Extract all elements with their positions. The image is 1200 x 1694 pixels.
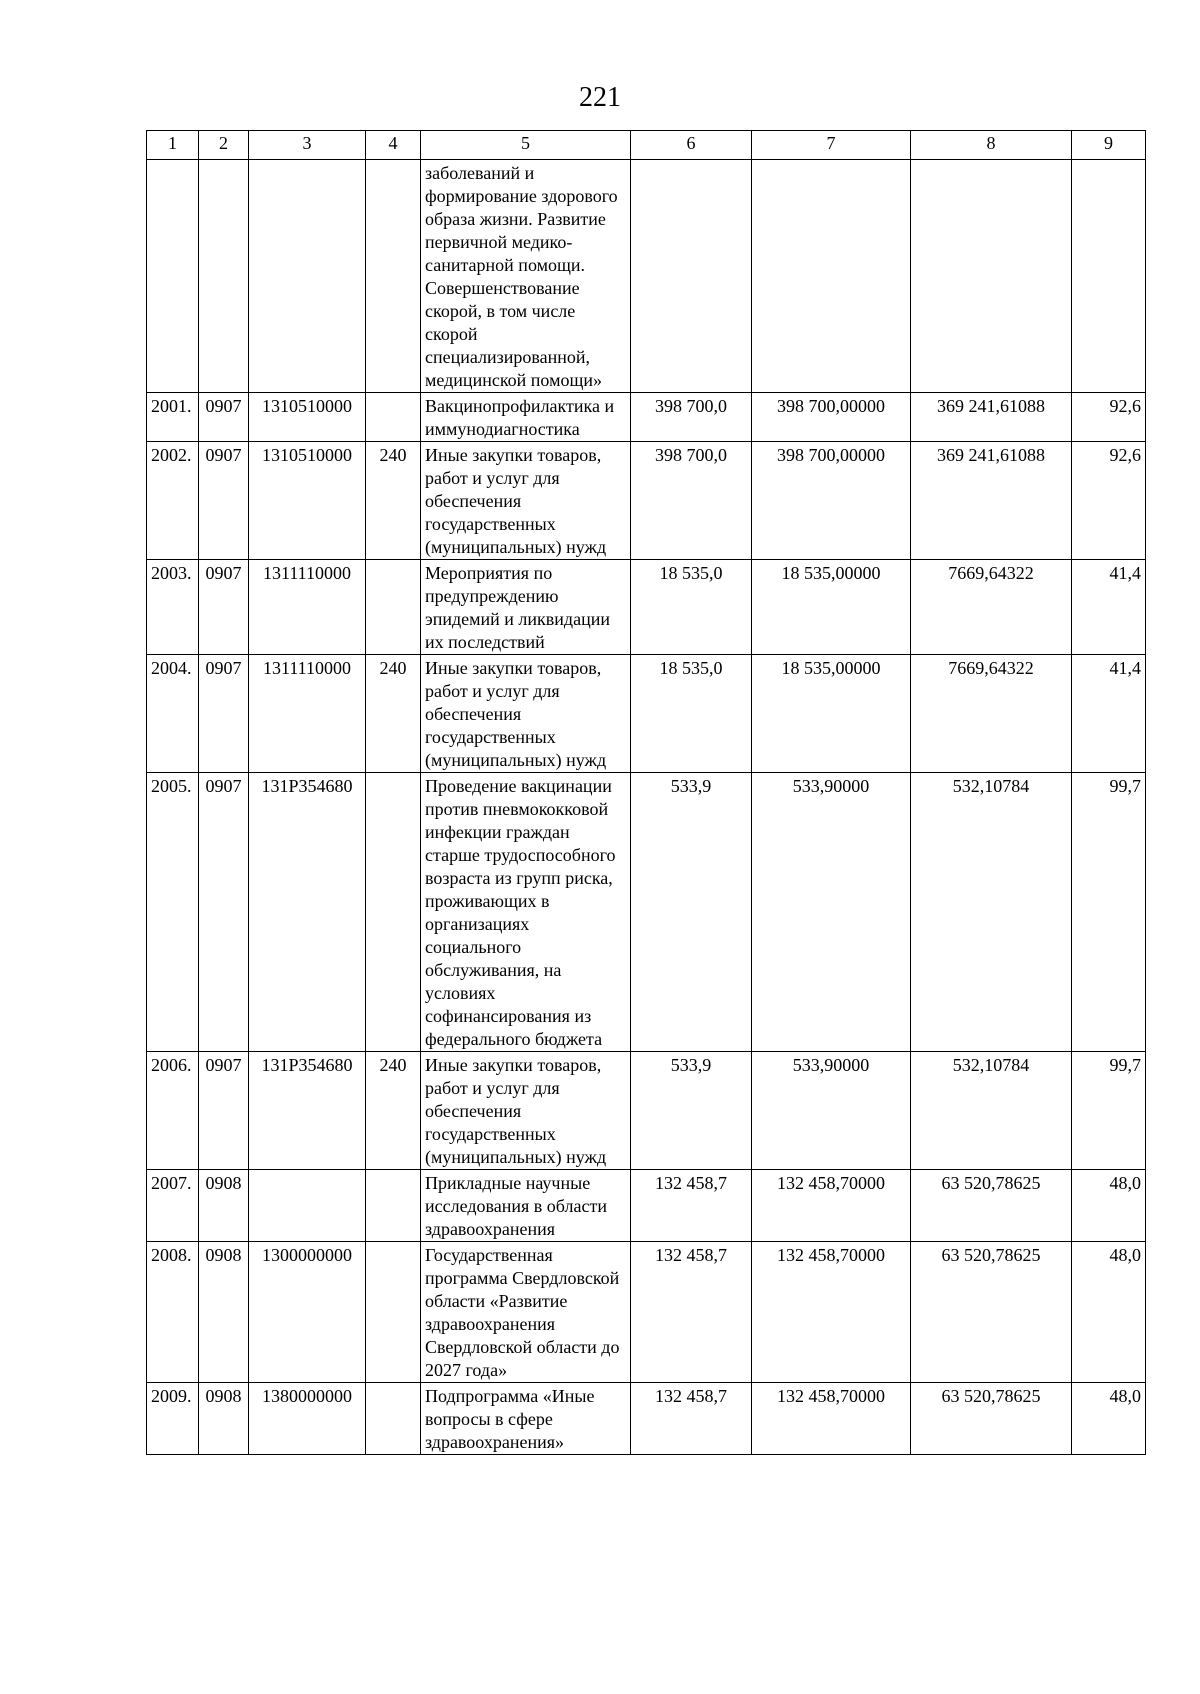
expense-type-cell: [366, 393, 421, 442]
section-code-cell: 0907: [199, 560, 249, 655]
budget-execution-table: [146, 130, 1146, 1455]
execution-percent-cell: 48,0: [1072, 1170, 1146, 1242]
target-article-cell: [249, 160, 366, 393]
table-header-row: [147, 131, 1146, 160]
expense-type-cell: 240: [366, 655, 421, 773]
target-article-cell: [249, 1170, 366, 1242]
row-number-cell: [147, 160, 199, 393]
item-name-cell: Подпрограмма «Иные вопросы в сфере здравоохранения»: [421, 1383, 631, 1455]
section-code-cell: 0907: [199, 655, 249, 773]
item-name-cell: Вакцинопрофилактика и иммунодиагностика: [421, 393, 631, 442]
expense-type-cell: [366, 160, 421, 393]
refined-amount-cell: 18 535,00000: [752, 560, 911, 655]
row-number-cell: 2003.: [147, 560, 199, 655]
target-article-cell: 1311110000: [249, 560, 366, 655]
planned-amount-cell: 533,9: [631, 773, 752, 1052]
item-name-cell: заболеваний и формирование здорового образа жизни. Развитие первичной медико-санитарной помощи. Совершенствование скорой, в том числе скорой специализированной, медицинской помощи»: [421, 160, 631, 393]
executed-amount-cell: 7669,64322: [911, 560, 1072, 655]
expense-type-cell: [366, 560, 421, 655]
refined-amount-cell: 18 535,00000: [752, 655, 911, 773]
planned-amount-cell: 398 700,0: [631, 393, 752, 442]
target-article-cell: 1310510000: [249, 393, 366, 442]
item-name-cell: Государственная программа Свердловской области «Развитие здравоохранения Свердловской области до 2027 года»: [421, 1242, 631, 1383]
row-number-cell: 2002.: [147, 442, 199, 560]
execution-percent-cell: 92,6: [1072, 393, 1146, 442]
expense-type-cell: 240: [366, 1052, 421, 1170]
table-row: [147, 1052, 1146, 1170]
header-col-3: 3: [249, 131, 366, 160]
refined-amount-cell: 132 458,70000: [752, 1242, 911, 1383]
header-col-4: 4: [366, 131, 421, 160]
row-number-cell: 2001.: [147, 393, 199, 442]
header-col-6: 6: [631, 131, 752, 160]
expense-type-cell: 240: [366, 442, 421, 560]
refined-amount-cell: 533,90000: [752, 773, 911, 1052]
execution-percent-cell: [1072, 160, 1146, 393]
execution-percent-cell: 99,7: [1072, 1052, 1146, 1170]
section-code-cell: [199, 160, 249, 393]
expense-type-cell: [366, 1170, 421, 1242]
header-col-1: 1: [147, 131, 199, 160]
item-name-cell: Иные закупки товаров, работ и услуг для обеспечения государственных (муниципальных) нужд: [421, 442, 631, 560]
header-col-7: 7: [752, 131, 911, 160]
refined-amount-cell: 533,90000: [752, 1052, 911, 1170]
execution-percent-cell: 92,6: [1072, 442, 1146, 560]
refined-amount-cell: 132 458,70000: [752, 1170, 911, 1242]
table-row: [147, 560, 1146, 655]
expense-type-cell: [366, 1242, 421, 1383]
target-article-cell: 131Р354680: [249, 1052, 366, 1170]
table-row: [147, 393, 1146, 442]
execution-percent-cell: 48,0: [1072, 1383, 1146, 1455]
refined-amount-cell: [752, 160, 911, 393]
table-row: [147, 655, 1146, 773]
target-article-cell: 1311110000: [249, 655, 366, 773]
table-row: [147, 442, 1146, 560]
table-body: [147, 160, 1146, 1455]
row-number-cell: 2006.: [147, 1052, 199, 1170]
section-code-cell: 0908: [199, 1383, 249, 1455]
row-number-cell: 2005.: [147, 773, 199, 1052]
execution-percent-cell: 48,0: [1072, 1242, 1146, 1383]
section-code-cell: 0907: [199, 442, 249, 560]
item-name-cell: Иные закупки товаров, работ и услуг для обеспечения государственных (муниципальных) нужд: [421, 1052, 631, 1170]
row-number-cell: 2004.: [147, 655, 199, 773]
executed-amount-cell: 7669,64322: [911, 655, 1072, 773]
refined-amount-cell: 398 700,00000: [752, 393, 911, 442]
item-name-cell: Иные закупки товаров, работ и услуг для обеспечения государственных (муниципальных) нужд: [421, 655, 631, 773]
executed-amount-cell: 63 520,78625: [911, 1383, 1072, 1455]
section-code-cell: 0908: [199, 1242, 249, 1383]
table-row: [147, 160, 1146, 393]
executed-amount-cell: 369 241,61088: [911, 393, 1072, 442]
table-row: [147, 1170, 1146, 1242]
item-name-cell: Прикладные научные исследования в области здравоохранения: [421, 1170, 631, 1242]
planned-amount-cell: 18 535,0: [631, 655, 752, 773]
row-number-cell: 2007.: [147, 1170, 199, 1242]
section-code-cell: 0907: [199, 1052, 249, 1170]
expense-type-cell: [366, 773, 421, 1052]
execution-percent-cell: 41,4: [1072, 560, 1146, 655]
section-code-cell: 0907: [199, 393, 249, 442]
section-code-cell: 0908: [199, 1170, 249, 1242]
refined-amount-cell: 398 700,00000: [752, 442, 911, 560]
executed-amount-cell: 369 241,61088: [911, 442, 1072, 560]
table-row: [147, 1242, 1146, 1383]
execution-percent-cell: 99,7: [1072, 773, 1146, 1052]
refined-amount-cell: 132 458,70000: [752, 1383, 911, 1455]
header-col-9: 9: [1072, 131, 1146, 160]
executed-amount-cell: 532,10784: [911, 773, 1072, 1052]
target-article-cell: 1310510000: [249, 442, 366, 560]
target-article-cell: 131Р354680: [249, 773, 366, 1052]
planned-amount-cell: 132 458,7: [631, 1242, 752, 1383]
planned-amount-cell: [631, 160, 752, 393]
executed-amount-cell: [911, 160, 1072, 393]
table-row: [147, 773, 1146, 1052]
header-col-8: 8: [911, 131, 1072, 160]
expense-type-cell: [366, 1383, 421, 1455]
planned-amount-cell: 18 535,0: [631, 560, 752, 655]
executed-amount-cell: 532,10784: [911, 1052, 1072, 1170]
executed-amount-cell: 63 520,78625: [911, 1242, 1072, 1383]
section-code-cell: 0907: [199, 773, 249, 1052]
row-number-cell: 2009.: [147, 1383, 199, 1455]
execution-percent-cell: 41,4: [1072, 655, 1146, 773]
header-col-2: 2: [199, 131, 249, 160]
planned-amount-cell: 132 458,7: [631, 1170, 752, 1242]
executed-amount-cell: 63 520,78625: [911, 1170, 1072, 1242]
planned-amount-cell: 398 700,0: [631, 442, 752, 560]
table-row: [147, 1383, 1146, 1455]
target-article-cell: 1380000000: [249, 1383, 366, 1455]
row-number-cell: 2008.: [147, 1242, 199, 1383]
planned-amount-cell: 132 458,7: [631, 1383, 752, 1455]
page-number: 221: [579, 82, 621, 113]
target-article-cell: 1300000000: [249, 1242, 366, 1383]
header-col-5: 5: [421, 131, 631, 160]
planned-amount-cell: 533,9: [631, 1052, 752, 1170]
item-name-cell: Мероприятия по предупреждению эпидемий и ликвидации их последствий: [421, 560, 631, 655]
item-name-cell: Проведение вакцинации против пневмококковой инфекции граждан старше трудоспособного возраста из групп риска, проживающих в организациях социального обслуживания, на условиях софинансирования из федерального бюджета: [421, 773, 631, 1052]
